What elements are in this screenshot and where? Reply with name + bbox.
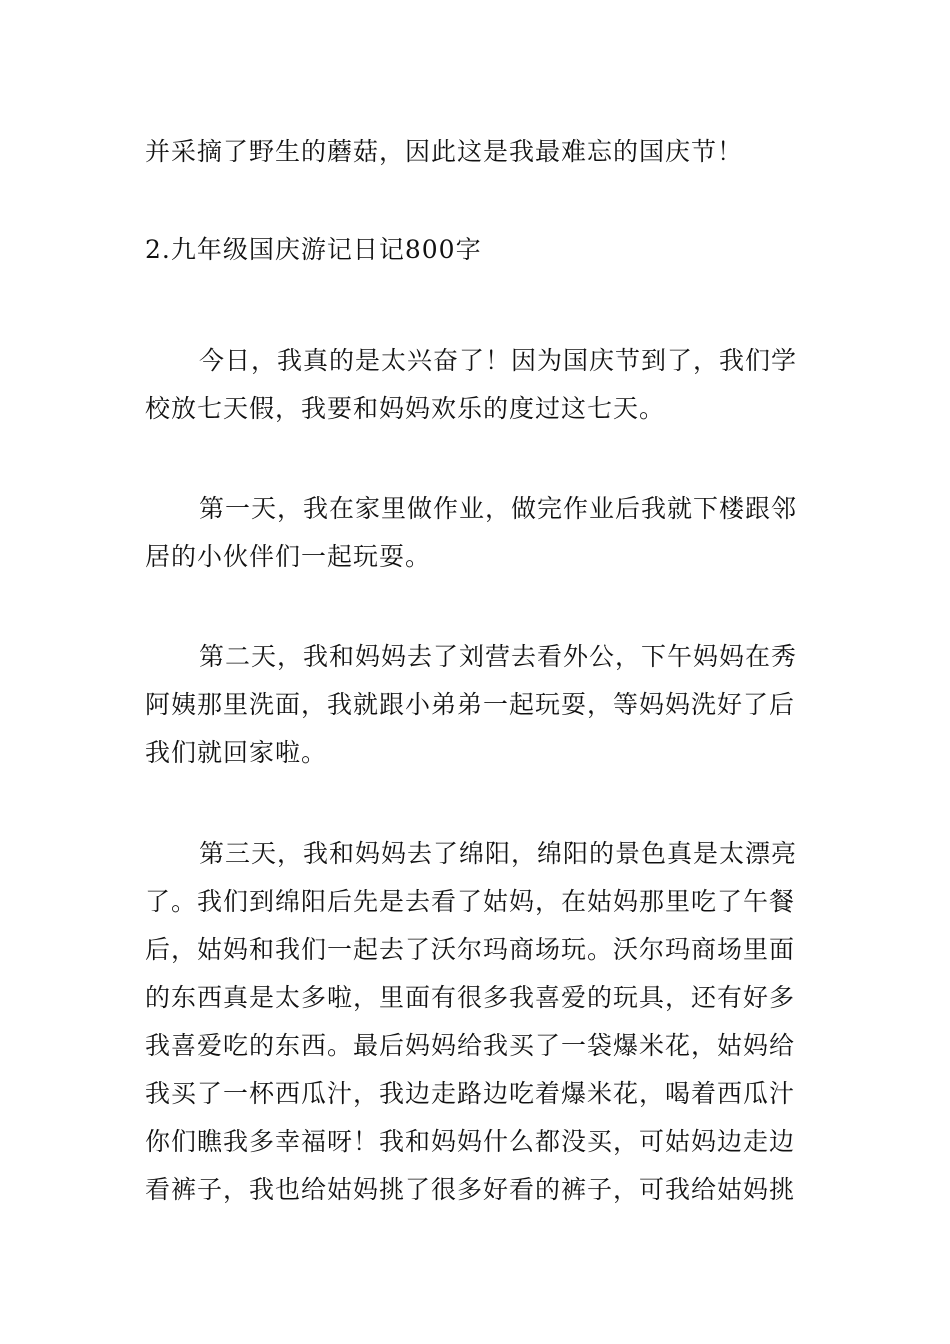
- paragraph-continuation: 并采摘了野生的蘑菇，因此这是我最难忘的国庆节！: [145, 137, 744, 166]
- paragraph-day-three: 第三天，我和妈妈去了绵阳，绵阳的景色真是太漂亮了。我们到绵阳后先是去看了姑妈，在姑妈那里吃了午餐后，姑妈和我们一起去了沃尔玛商场玩。沃尔玛商场里面的东西真是太多啦，里面有很多我喜爱的玩具，还有好多我喜爱吃的东西。最后妈妈给我买了一袋爆米花，姑妈给我买了一杯西瓜汁，我边走路边吃着爆米花，喝着西瓜汁你们瞧我多幸福呀！我和妈妈什么都没买，可姑妈边走边看裤子，我也给姑妈挑了很多好看的裤子，可我给姑妈挑: [145, 839, 798, 1204]
- paragraph-day-one: 第一天，我在家里做作业，做完作业后我就下楼跟邻居的小伙伴们一起玩耍。: [145, 494, 798, 571]
- paragraph-intro: 今日，我真的是太兴奋了！因为国庆节到了，我们学校放七天假，我要和妈妈欢乐的度过这七天。: [145, 346, 798, 423]
- section-heading: 2.九年级国庆游记日记800字: [145, 235, 482, 264]
- paragraph-day-two: 第二天，我和妈妈去了刘营去看外公，下午妈妈在秀阿姨那里洗面，我就跟小弟弟一起玩耍，等妈妈洗好了后我们就回家啦。: [145, 642, 798, 767]
- document-body: [145, 128, 810, 1214]
